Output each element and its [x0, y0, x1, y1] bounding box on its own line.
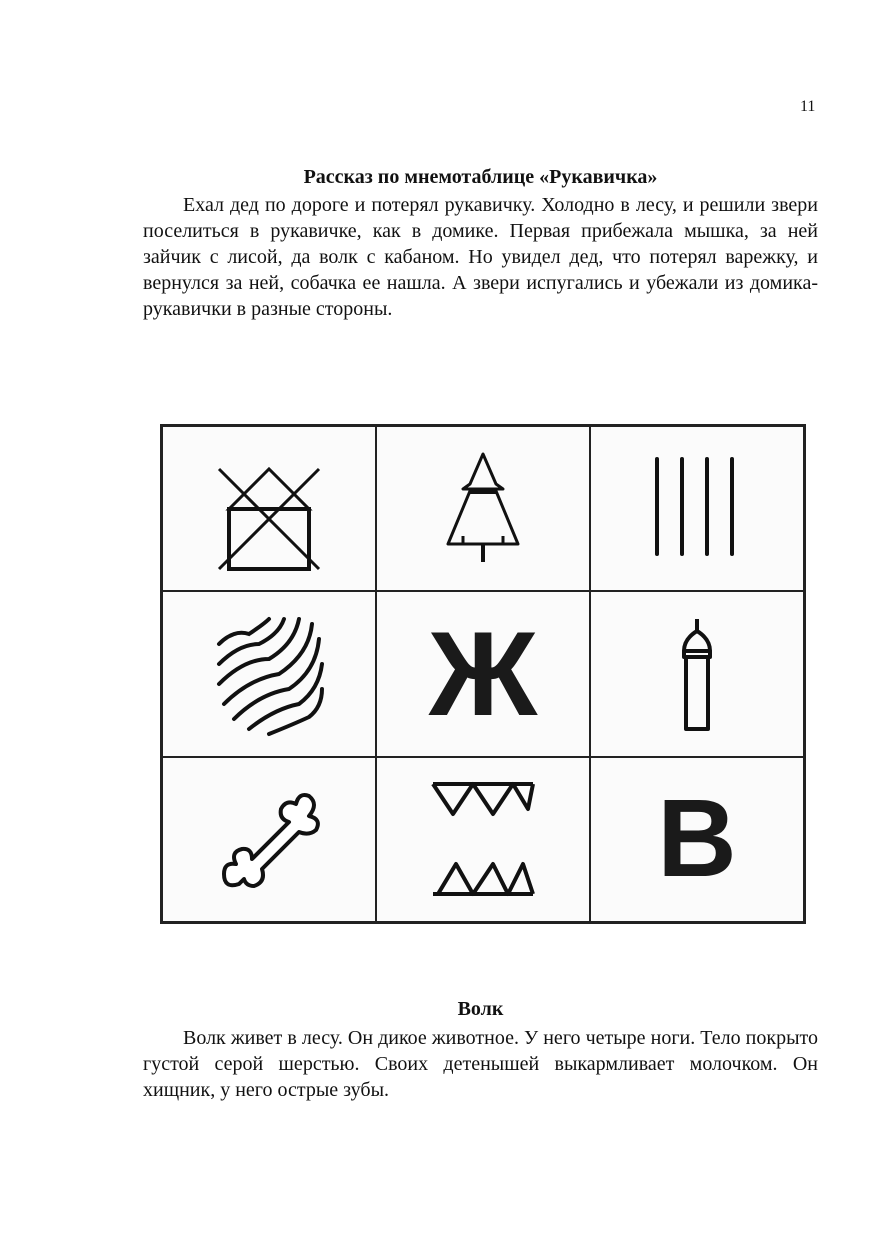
- fir-tree-icon: [408, 434, 558, 584]
- mnemotable: [160, 424, 806, 924]
- crossed-house-icon: [194, 434, 344, 584]
- cell-bottle: [590, 591, 804, 756]
- fur-waves-icon: [194, 599, 344, 749]
- teeth-icon: [408, 764, 558, 914]
- cell-bone: [162, 757, 376, 922]
- cell-zh: [376, 591, 590, 756]
- story-title: Рассказ по мнемотаблице «Рукавичка»: [303, 166, 658, 188]
- cell-lines: [590, 426, 804, 591]
- cell-teeth: [376, 757, 590, 922]
- letter-v: В: [657, 777, 737, 901]
- cell-fur: [162, 591, 376, 756]
- milk-bottle-icon: [622, 599, 772, 749]
- cell-v: [590, 757, 804, 922]
- wolf-title: Волк: [457, 998, 504, 1020]
- cell-tree: [376, 426, 590, 591]
- letter-zh: Ж: [428, 606, 538, 741]
- bone-icon: [194, 764, 344, 914]
- four-lines-icon: [622, 434, 772, 584]
- wolf-text: Волк живет в лесу. Он дикое животное. У него четыре ноги. Тело покрыто густой серой шерстью. Своих детенышей выкармливает молочком. Он хищник, у него острые зубы.: [143, 1027, 818, 1101]
- story-text: Ехал дед по дороге и потерял рукавичку. Холодно в лесу, и решили звери поселиться в рукавичке, как в домике. Первая прибежала мышка, за ней зайчик с лисой, да волк с кабаном. Но увидел дед, что потерял варежку, и вернулся за ней, собачка ее нашла. А звери испугались и убежали из домика-рукавички в разные стороны.: [143, 194, 818, 320]
- page-number: 11: [800, 98, 816, 115]
- cell-house: [162, 426, 376, 591]
